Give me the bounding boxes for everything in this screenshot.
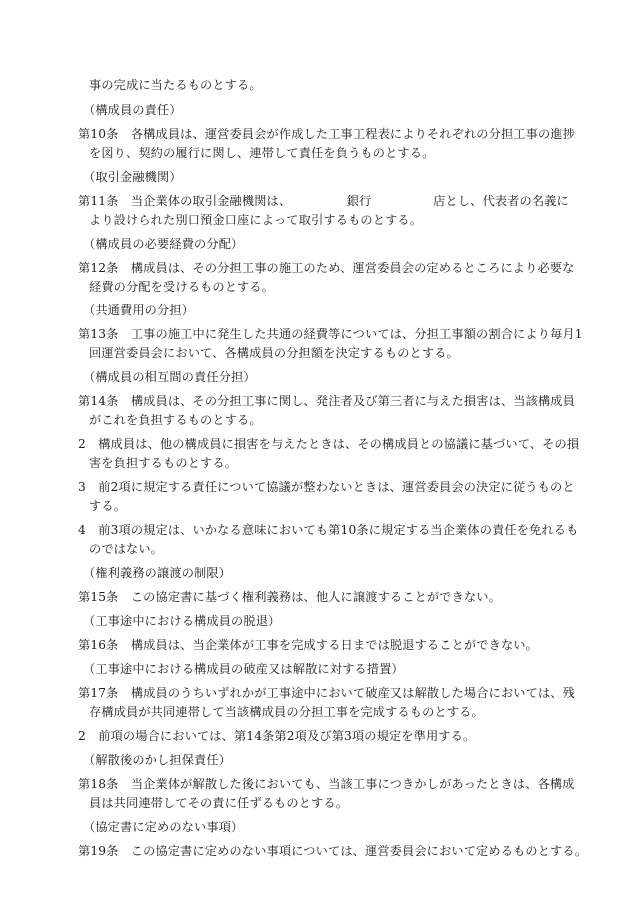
- article-13: 第13条 工事の施工中に発生した共通の経費等については、分担工事額の割合により毎月1: [78, 327, 583, 341]
- article-17: 第17条 構成員のうちいずれかが工事途中において破産又は解散した場合においては、残: [78, 686, 575, 700]
- text-line: 害を負担するものとする。: [89, 456, 238, 470]
- section-heading: （解散後のかし担保責任）: [83, 753, 232, 767]
- section-heading: （権利義務の譲渡の制限）: [83, 566, 232, 580]
- text-line: 経費の分配を受けるものとする。: [89, 280, 275, 294]
- text-line: がこれを負担するものとする。: [89, 413, 262, 427]
- section-heading: （構成員の必要経費の分配）: [83, 237, 244, 251]
- article-14: 第14条 構成員は、その分担工事に関し、発注者及び第三者に与えた損害は、当該構成員: [78, 394, 575, 408]
- section-heading: （取引金融機関）: [83, 170, 182, 184]
- text-line: 員は共同連帯してその責に任ずるものとする。: [89, 796, 349, 810]
- article-12: 第12条 構成員は、その分担工事の施工のため、運営委員会の定めるところにより必要な: [78, 261, 575, 275]
- text-line: 回運営委員会において、各構成員の分担額を決定するものとする。: [89, 346, 459, 360]
- text-line: 存構成員が共同連帯して当該構成員の分担工事を完成するものとする。: [89, 705, 484, 719]
- article-19: 第19条 この協定書に定めのない事項については、運営委員会において定めるものとする。: [78, 844, 588, 858]
- clause-item: 4 前3項の規定は、いかなる意味においても第10条に規定する当企業体の責任を免れるも: [78, 523, 579, 537]
- section-heading: （構成員の相互間の責任分担）: [83, 370, 256, 384]
- text-line: より設けられた別口預金口座によって取引するものとする。: [89, 213, 423, 227]
- section-heading: （構成員の責任）: [83, 103, 182, 117]
- clause-item: 2 構成員は、他の構成員に損害を与えたときは、その構成員との協議に基づいて、その損: [78, 437, 580, 451]
- article-11: 第11条 当企業体の取引金融機関は、 銀行 店とし、代表者の名義に: [78, 194, 569, 208]
- section-heading: （工事途中における構成員の脱退）: [83, 614, 281, 628]
- article-18: 第18条 当企業体が解散した後においても、当該工事につきかしがあったときは、各構成: [78, 777, 575, 791]
- article-10: 第10条 各構成員は、運営委員会が作成した工事工程表によりそれぞれの分担工事の進捗: [78, 127, 575, 141]
- section-heading: （協定書に定めのない事項）: [83, 820, 244, 834]
- article-15: 第15条 この協定書に基づく権利義務は、他人に譲渡することができない。: [78, 590, 501, 604]
- text-line: のではない。: [89, 542, 164, 556]
- section-heading: （工事途中における構成員の破産又は解散に対する措置）: [83, 662, 404, 676]
- text-line: する。: [89, 499, 127, 513]
- clause-item: 3 前2項に規定する責任について協議が整わないときは、運営委員会の決定に従うものと: [78, 480, 575, 494]
- article-16: 第16条 構成員は、当企業体が工事を完成する日までは脱退することができない。: [78, 638, 538, 652]
- section-heading: （共通費用の分担）: [83, 303, 195, 317]
- text-line: 事の完成に当たるものとする。: [89, 78, 262, 92]
- text-line: を図り、契約の履行に関し、連帯して責任を負うものとする。: [89, 146, 435, 160]
- clause-item: 2 前項の場合においては、第14条第2項及び第3項の規定を準用する。: [78, 729, 476, 743]
